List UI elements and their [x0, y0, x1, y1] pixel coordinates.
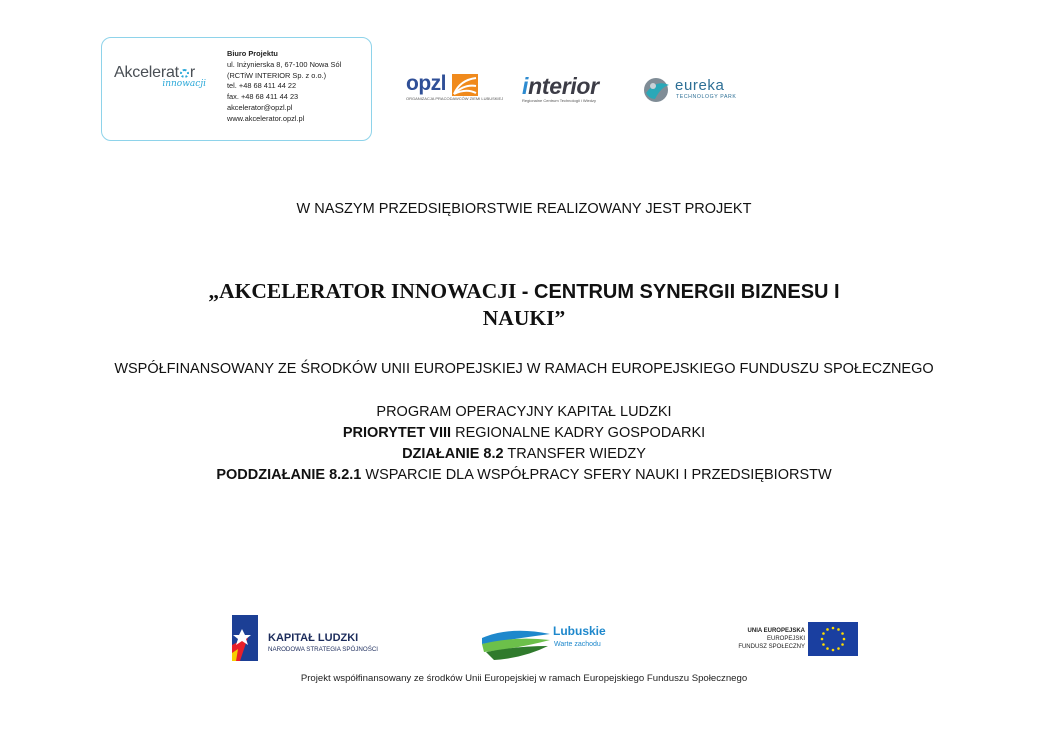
office-address: ul. Inżynierska 8, 67-100 Nowa Sól	[227, 59, 342, 69]
office-contact	[227, 49, 341, 125]
eu-star	[843, 638, 846, 641]
opzl-logo	[406, 72, 504, 105]
lubuskie-waves-icon	[480, 624, 552, 664]
eu-text	[738, 627, 805, 651]
lubuskie-title: Lubuskie	[553, 624, 606, 638]
priorytet-line	[0, 423, 1048, 444]
dzialanie-text: TRANSFER WIEDZY	[503, 446, 646, 462]
kapital-ludzki-logo	[228, 615, 388, 661]
akcelerator-logo-word: Akcelerat r	[114, 64, 196, 81]
intro-line: W NASZYM PRZEDSIĘBIORSTWIE REALIZOWANY JEST PROJEKT	[296, 201, 752, 217]
office-title: Biuro Projektu	[227, 49, 278, 58]
title-part-3: NAUKI”	[482, 306, 566, 330]
interior-logo-word: interior	[522, 73, 599, 99]
eu-line-1: UNIA EUROPEJSKA	[747, 628, 805, 634]
poddzialanie-label: PODDZIAŁANIE 8.2.1	[216, 467, 362, 483]
cofinancing-line: WSPÓŁFINANSOWANY ZE ŚRODKÓW UNII EUROPEJSKIEJ W RAMACH EUROPEJSKIEGO FUNDUSZU SPOŁECZNEGO	[114, 361, 934, 377]
eu-star	[841, 632, 844, 635]
dzialanie-line	[0, 444, 1048, 465]
akcelerator-logo	[114, 64, 214, 104]
office-website: www.akcelerator.opzl.pl	[227, 113, 305, 123]
eureka-logo-word: eureka	[675, 77, 725, 94]
program-line: PROGRAM OPERACYJNY KAPITAŁ LUDZKI	[376, 404, 672, 420]
eu-star	[841, 643, 844, 646]
office-phone: tel. +48 68 411 44 22	[227, 81, 297, 91]
eu-star	[832, 627, 835, 630]
title-part-1: „AKCELERATOR INNOWACJI	[208, 279, 522, 303]
kapital-ludzki-emblem-icon	[228, 615, 262, 661]
office-email: akcelerator@opzl.pl	[227, 102, 293, 112]
eu-star	[822, 643, 825, 646]
lubuskie-sub: Warte zachodu	[554, 641, 601, 648]
eu-line-2: EUROPEJSKI	[766, 636, 805, 642]
title-part-2: - CENTRUM SYNERGII BIZNESU I	[521, 281, 840, 303]
opzl-logo-word: opzl	[406, 72, 446, 95]
office-company: (RCTiW INTERIOR Sp. z o.o.)	[227, 70, 327, 80]
eureka-logo	[643, 76, 753, 104]
interior-logo	[522, 74, 618, 106]
eu-logo	[726, 622, 861, 658]
akcelerator-logo-sub: innowacji	[162, 79, 206, 89]
eureka-tagline: TECHNOLOGY PARK	[676, 94, 737, 100]
poddzialanie-text: WSPARCIE DLA WSPÓŁPRACY SFERY NAUKI I PRZEDSIĘBIORSTW	[361, 467, 832, 483]
eu-star	[826, 647, 829, 650]
eu-star	[826, 628, 829, 631]
interior-tagline: Regionalne Centrum Technologii i Wiedzy	[522, 98, 596, 103]
project-title	[0, 278, 1048, 331]
dzialanie-label: DZIAŁANIE 8.2	[402, 446, 504, 462]
office-fax: fax. +48 68 411 44 23	[227, 92, 299, 102]
kapital-ludzki-sub: NARODOWA STRATEGIA SPÓJNOŚCI	[268, 646, 379, 653]
opzl-tagline: ORGANIZACJA PRACODAWCÓW ZIEMI LUBUSKIEJ	[406, 96, 504, 101]
opzl-sun-icon	[452, 74, 478, 96]
eu-star	[837, 628, 840, 631]
lubuskie-logo	[480, 620, 620, 664]
project-office-card	[101, 37, 372, 141]
priorytet-label: PRIORYTET VIII	[342, 425, 452, 441]
kapital-ludzki-title: KAPITAŁ LUDZKI	[268, 632, 359, 644]
target-o-icon	[180, 69, 189, 78]
eu-flag-icon	[808, 622, 858, 656]
footer-note: Projekt współfinansowany ze środków Unii Europejskiej w ramach Europejskiego Funduszu Społecznego	[300, 673, 748, 684]
priorytet-text: REGIONALNE KADRY GOSPODARKI	[451, 425, 706, 441]
eureka-globe-icon	[643, 77, 671, 103]
eu-line-3: FUNDUSZ SPOŁECZNY	[738, 644, 805, 650]
eu-star	[822, 632, 825, 635]
eu-star	[837, 647, 840, 650]
poddzialanie-line	[0, 465, 1048, 486]
eu-star	[832, 649, 835, 652]
eu-star	[821, 638, 824, 641]
